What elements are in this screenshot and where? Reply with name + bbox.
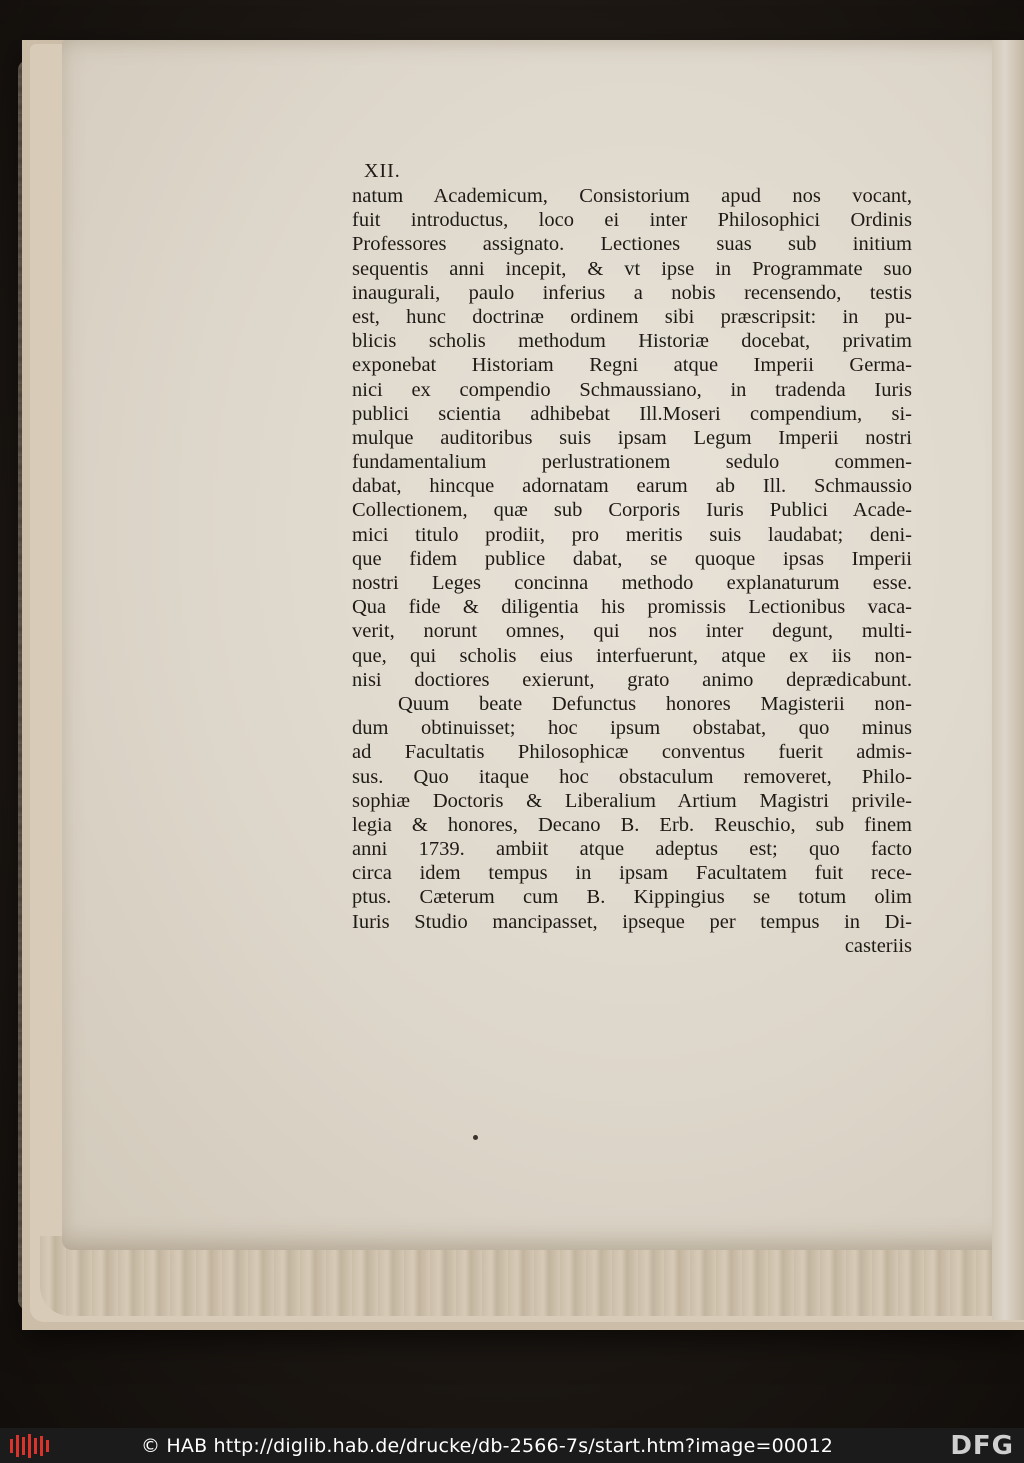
dfg-logo[interactable]: DFG — [950, 1430, 1014, 1461]
text-line: nostri Leges concinna methodo explanaturum esse. — [352, 572, 912, 594]
text-line: sophiæ Doctoris & Liberalium Artium Magistri privile- — [352, 789, 912, 812]
text-line: legia & honores, Decano B. Erb. Reuschio, sub finem — [352, 813, 912, 836]
text-line: que fidem publice dabat, se quoque ipsas Imperii — [352, 547, 912, 570]
text-line: Iuris Studio mancipasset, ipseque per tempus in Di- — [352, 910, 912, 933]
text-line: Qua fide & diligentia his promissis Lectionibus vaca- — [352, 596, 912, 619]
text-line: est, hunc doctrinæ ordinem sibi præscripsit: in pu- — [352, 305, 912, 328]
text-line: sus. Quo itaque hoc obstaculum removeret, Philo- — [352, 765, 912, 788]
text-line: exponebat Historiam Regni atque Imperii Germa- — [352, 354, 912, 377]
text-line: verit, norunt omnes, qui nos inter degunt, multi- — [352, 620, 912, 643]
text-line: sequentis anni incepit, & vt ipse in Programmate suo — [352, 257, 912, 280]
text-line: nisi doctiores exierunt, grato animo deprædicabunt. — [352, 668, 912, 691]
footer-bar — [0, 1428, 1024, 1463]
text-line: publici scientia adhibebat Ill.Moseri compendium, si- — [352, 402, 912, 425]
ink-speck — [473, 1135, 478, 1140]
catchword: casteriis — [844, 934, 912, 957]
text-line: inaugurali, paulo inferius a nobis recensendo, testis — [352, 281, 912, 304]
text-line: ptus. Cæterum cum B. Kippingius se totum olim — [352, 886, 912, 909]
page-fold-edge — [992, 40, 1024, 1320]
text-line: fuit introductus, loco ei inter Philosophici Ordinis — [352, 209, 912, 232]
text-line: Collectionem, quæ sub Corporis Iuris Publici Acade- — [352, 499, 912, 522]
text-line: anni 1739. ambiit atque adeptus est; quo facto — [352, 838, 912, 861]
text-line: Professores assignato. Lectiones suas sub initium — [352, 233, 912, 256]
text-line: dabat, hincque adornatam earum ab Ill. Schmaussio — [352, 475, 912, 498]
text-line: ad Facultatis Philosophicæ conventus fuerit admis- — [352, 741, 912, 764]
text-line: que, qui scholis eius interfuerunt, atque ex iis non- — [352, 644, 912, 667]
text-line: nici ex compendio Schmaussiano, in tradenda Iuris — [352, 378, 912, 401]
text-line: fundamentalium perlustrationem sedulo commen- — [352, 451, 912, 474]
text-line: mici titulo prodiit, pro meritis suis laudabat; deni- — [352, 523, 912, 546]
text-line: circa idem tempus in ipsam Facultatem fuit rece- — [352, 862, 912, 885]
text-line: Quum beate Defunctus honores Magisterii non- — [398, 692, 912, 715]
text-line: dum obtinuisset; hoc ipsum obstabat, quo minus — [352, 717, 912, 740]
page-number: XII. — [364, 160, 401, 182]
footer-credit-link[interactable]: © HAB http://diglib.hab.de/drucke/db-2566-7s/start.htm?image=00012 — [140, 1434, 834, 1457]
text-line: mulque auditoribus suis ipsam Legum Imperii nostri — [352, 426, 912, 449]
text-line: natum Academicum, Consistorium apud nos vocant, — [352, 185, 912, 207]
text-line: blicis scholis methodum Historiæ docebat, privatim — [352, 330, 912, 353]
text-lines — [352, 184, 912, 958]
hab-logo-icon[interactable] — [10, 1434, 50, 1458]
